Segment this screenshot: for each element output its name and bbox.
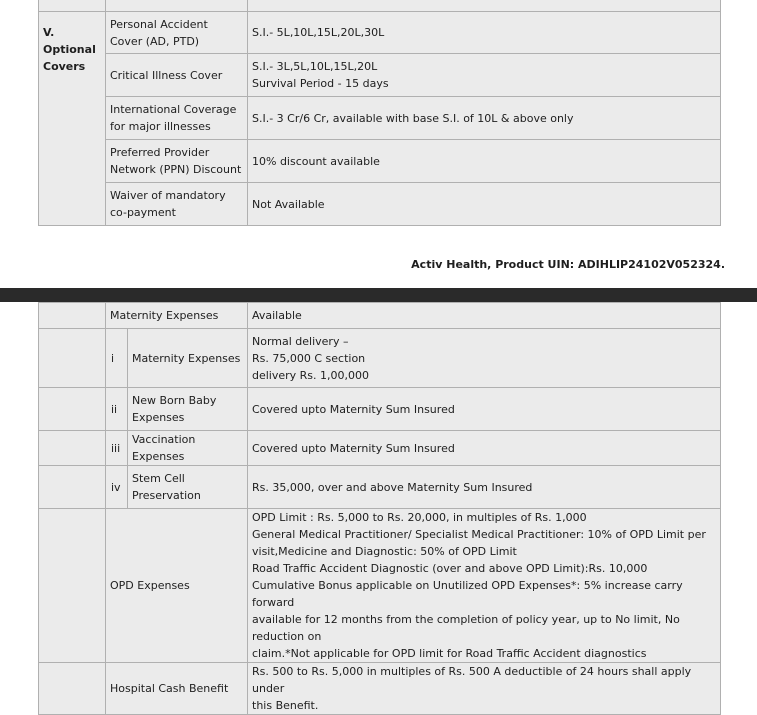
- table-cell: [39, 303, 106, 329]
- detail-line: available for 12 months from the completion of policy year, up to No limit, No reduction on: [252, 613, 680, 643]
- row-number: iv: [106, 466, 128, 509]
- row-number: i: [106, 329, 128, 388]
- benefits-table: [38, 302, 721, 715]
- table-row: [39, 97, 721, 140]
- section-label: V. Optional Covers: [39, 12, 106, 226]
- detail-line: Rs. 75,000 C section: [252, 351, 366, 365]
- cover-name: Personal Accident Cover (AD, PTD): [106, 12, 248, 54]
- table-cell: [39, 0, 106, 12]
- product-uin: Activ Health, Product UIN: ADIHLIP24102V052324.: [411, 258, 725, 271]
- detail-line: S.I.- 3L,5L,10L,15L,20L: [252, 60, 378, 73]
- benefit-detail: [248, 431, 721, 466]
- benefit-detail: [248, 509, 721, 663]
- detail-line: visit,Medicine and Diagnostic: 50% of OPD Limit: [252, 545, 517, 558]
- detail-line: delivery Rs. 1,00,000: [252, 368, 370, 382]
- table-cell: [39, 509, 106, 663]
- detail-line: Cumulative Bonus applicable on Unutilized OPD Expenses*: 5% increase carry forward: [252, 579, 683, 609]
- detail-line: OPD Limit : Rs. 5,000 to Rs. 20,000, in multiples of Rs. 1,000: [252, 511, 587, 524]
- cover-name: Preferred Provider Network (PPN) Discount: [106, 140, 248, 183]
- row-number: ii: [106, 388, 128, 431]
- benefit-detail: [248, 329, 721, 388]
- table-row: [39, 54, 721, 97]
- detail-line: this Benefit.: [252, 699, 319, 712]
- detail-line: S.I.- 5L,10L,15L,20L,30L: [252, 26, 385, 39]
- table-row: [39, 388, 721, 431]
- table-cell: [106, 0, 248, 12]
- benefit-detail: [248, 388, 721, 431]
- detail-line: Rs. 500 to Rs. 5,000 in multiples of Rs. 500 A deductible of 24 hours shall apply under: [252, 665, 692, 695]
- benefit-detail: [248, 663, 721, 715]
- table-cell: [39, 663, 106, 715]
- table-row: [39, 183, 721, 226]
- table-cell: [39, 431, 106, 466]
- benefit-name: Vaccination Expenses: [128, 431, 248, 466]
- detail-line: Not Available: [252, 197, 325, 211]
- benefit-name: Maternity Expenses: [128, 329, 248, 388]
- benefit-name: New Born Baby Expenses: [128, 388, 248, 431]
- detail-line: Survival Period - 15 days: [252, 77, 389, 90]
- cover-detail: [248, 12, 721, 54]
- benefit-name: OPD Expenses: [106, 509, 248, 663]
- table-row: [39, 431, 721, 466]
- benefit-detail: [248, 466, 721, 509]
- benefit-name: Hospital Cash Benefit: [106, 663, 248, 715]
- maternity-availability: Available: [248, 303, 721, 329]
- table-row: [39, 509, 721, 663]
- detail-line: 10% discount available: [252, 154, 380, 168]
- detail-line: Rs. 35,000, over and above Maternity Sum Insured: [252, 480, 533, 494]
- maternity-title: Maternity Expenses: [106, 303, 248, 329]
- cover-detail: [248, 54, 721, 97]
- table-cell: [248, 0, 721, 12]
- table-cell: [39, 329, 106, 388]
- page-divider-bar: [0, 288, 757, 302]
- detail-line: Covered upto Maternity Sum Insured: [252, 402, 455, 416]
- cover-detail: [248, 140, 721, 183]
- cover-name: Critical Illness Cover: [106, 54, 248, 97]
- detail-line: General Medical Practitioner/ Specialist Medical Practitioner: 10% of OPD Limit per: [252, 528, 706, 541]
- detail-line: Covered upto Maternity Sum Insured: [252, 441, 455, 455]
- cover-detail: [248, 183, 721, 226]
- detail-line: Road Traffic Accident Diagnostic (over and above OPD Limit):Rs. 10,000: [252, 562, 648, 575]
- table-row: [39, 466, 721, 509]
- optional-covers-table: [38, 0, 721, 226]
- table-cell: [39, 388, 106, 431]
- table-row: [39, 0, 721, 12]
- benefit-name: Stem Cell Preservation: [128, 466, 248, 509]
- table-row: [39, 329, 721, 388]
- table-cell: [39, 466, 106, 509]
- table-row: [39, 303, 721, 329]
- detail-line: S.I.- 3 Cr/6 Cr, available with base S.I. of 10L & above only: [252, 111, 574, 125]
- cover-name: Waiver of mandatory co-payment: [106, 183, 248, 226]
- detail-line: claim.*Not applicable for OPD limit for Road Traffic Accident diagnostics: [252, 647, 647, 660]
- detail-line: Normal delivery –: [252, 334, 349, 348]
- cover-detail: [248, 97, 721, 140]
- table-row: [39, 140, 721, 183]
- cover-name: International Coverage for major illnesses: [106, 97, 248, 140]
- table-row: [39, 663, 721, 715]
- table-row: [39, 12, 721, 54]
- row-number: iii: [106, 431, 128, 466]
